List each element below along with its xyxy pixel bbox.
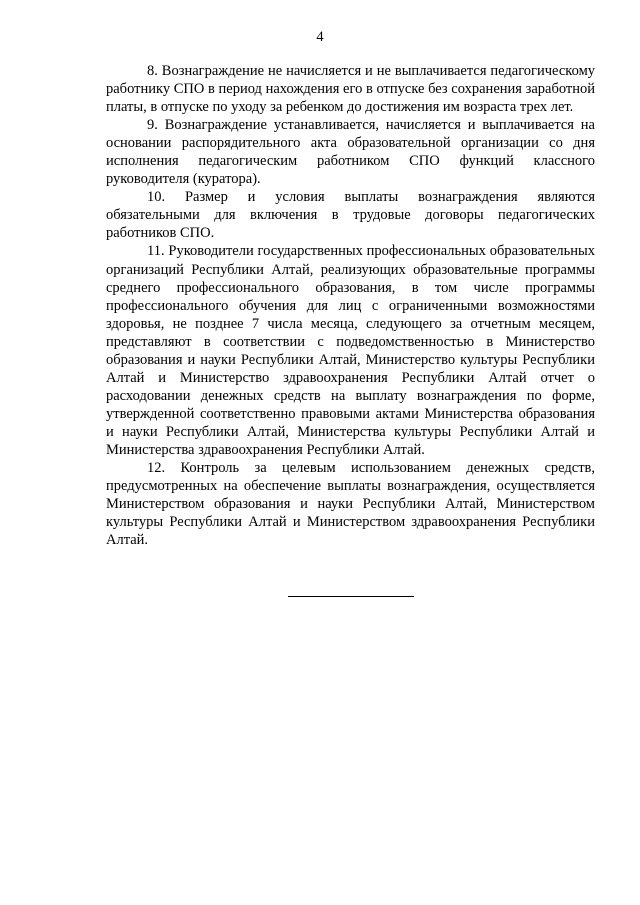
paragraph-10: 10. Размер и условия выплаты вознаграждения являются обязательными для включения в трудовые договоры педагогических работников СПО.	[106, 189, 595, 242]
document-body	[106, 62, 595, 549]
paragraph-12: 12. Контроль за целевым использованием денежных средств, предусмотренных на обеспечение выплаты вознаграждения, осуществляется Министерством образования и науки Республики Алтай, Министерством культуры Республики Алтай и Министерством здравоохранения Республики Алтай.	[106, 460, 595, 549]
end-separator-line	[288, 596, 414, 597]
page-number: 4	[316, 29, 324, 45]
paragraph-9: 9. Вознаграждение устанавливается, начисляется и выплачивается на основании распорядительного акта образовательной организации со дня исполнения педагогическим работником СПО функций классного руководителя (куратора).	[106, 117, 595, 188]
paragraph-11: 11. Руководители государственных профессиональных образовательных организаций Республики Алтай, реализующих образовательные программы среднего профессионального образования, в том числе программы профессионального обучения для лиц с ограниченными возможностями здоровья, не позднее 7 числа месяца, следующего за отчетным месяцем, представляют в соответствии с подведомственностью в Министерство образования и науки Республики Алтай, Министерство культуры Республики Алтай и Министерство здравоохранения Республики Алтай отчет о расходовании денежных средств на выплату вознаграждения по форме, утвержденной соответственно правовыми актами Министерства образования и науки Республики Алтай, Министерства культуры Республики Алтай и Министерства здравоохранения Республики Алтай.	[106, 243, 595, 458]
paragraph-8: 8. Вознаграждение не начисляется и не выплачивается педагогическому работнику СПО в период нахождения его в отпуске без сохранения заработной платы, в отпуске по уходу за ребенком до достижения им возраста трех лет.	[106, 63, 595, 116]
